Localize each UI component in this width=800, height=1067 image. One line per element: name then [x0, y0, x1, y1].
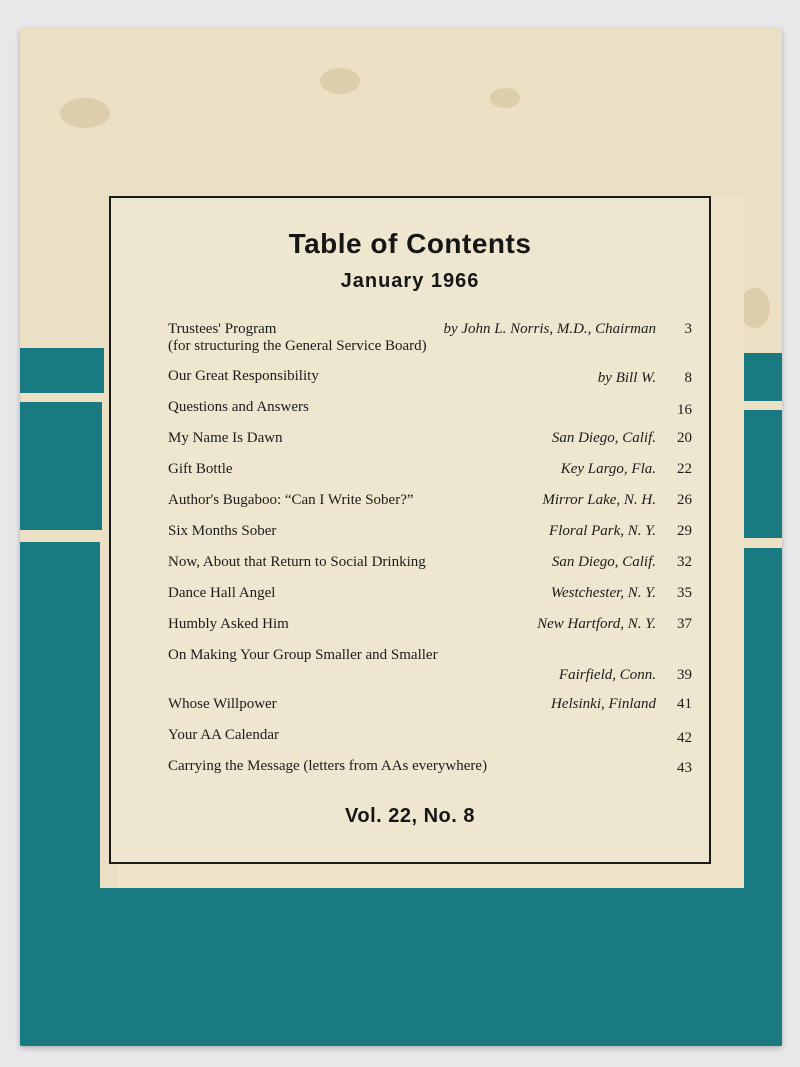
toc-entry [168, 584, 692, 602]
entry-author: Mirror Lake, N. H. [542, 492, 656, 508]
toc-entry [168, 460, 692, 478]
table-of-contents [109, 196, 711, 864]
toc-entry [168, 695, 692, 713]
toc-entry [168, 726, 692, 744]
toc-entry [168, 429, 692, 447]
toc-entry [168, 553, 692, 571]
toc-entry [168, 615, 692, 633]
volume-number: Vol. 22, No. 8 [345, 805, 475, 827]
entry-author: Westchester, N. Y. [550, 585, 656, 601]
entry-page: 42 [677, 730, 692, 746]
teal-band-left-mid [20, 402, 102, 530]
entry-page: 16 [677, 402, 692, 418]
toc-title: Table of Contents [288, 228, 532, 259]
entry-title: Carrying the Message (letters from AAs everywhere) [168, 758, 488, 774]
entry-page: 8 [684, 370, 692, 386]
toc-entry [168, 320, 692, 358]
entry-title: My Name Is Dawn [168, 430, 283, 446]
entry-author: Floral Park, N. Y. [549, 523, 656, 539]
entry-page: 39 [677, 667, 692, 683]
entry-author: by John L. Norris, M.D., Chairman [443, 321, 656, 337]
entry-page: 29 [677, 523, 692, 539]
entry-title: Author's Bugaboo: “Can I Write Sober?” [168, 492, 414, 508]
entry-title: Humbly Asked Him [168, 616, 289, 632]
toc-entry [168, 757, 692, 775]
entry-title: Dance Hall Angel [168, 585, 276, 601]
entry-author: Helsinki, Finland [551, 696, 656, 712]
entry-author: San Diego, Calif. [551, 554, 656, 570]
entry-page: 32 [677, 554, 692, 570]
entry-title: Our Great Responsibility [168, 368, 319, 384]
entry-page: 20 [677, 430, 692, 446]
toc-entry [168, 646, 692, 684]
teal-band-left-top [20, 348, 104, 393]
entry-title: Six Months Sober [168, 523, 277, 539]
teal-band-base [20, 888, 782, 1046]
entry-page: 3 [684, 321, 692, 337]
entry-page: 35 [677, 585, 692, 601]
entry-author: San Diego, Calif. [551, 430, 656, 446]
entry-page: 22 [677, 461, 692, 477]
entry-title: Questions and Answers [168, 399, 309, 415]
toc-entry [168, 398, 692, 416]
entry-author: by Bill W. [597, 370, 656, 386]
toc-entry [168, 522, 692, 540]
entry-title: Gift Bottle [168, 461, 233, 477]
entry-title: On Making Your Group Smaller and Smaller [168, 647, 438, 663]
entry-author: Fairfield, Conn. [558, 667, 656, 683]
toc-entry [168, 367, 692, 385]
entry-page: 37 [677, 616, 692, 632]
entry-page: 26 [677, 492, 692, 508]
entry-subtitle: (for structuring the General Service Board) [168, 338, 427, 354]
entry-title: Whose Willpower [168, 696, 277, 712]
toc-entry [168, 491, 692, 509]
entry-page: 41 [677, 696, 692, 712]
entry-title: Your AA Calendar [168, 727, 279, 743]
entry-page: 43 [677, 760, 692, 776]
magazine-back-cover [20, 28, 782, 1046]
entry-title: Trustees' Program [168, 321, 277, 337]
entry-author: Key Largo, Fla. [560, 461, 656, 477]
entry-title: Now, About that Return to Social Drinking [168, 554, 426, 570]
entry-author: New Hartford, N. Y. [537, 616, 656, 632]
issue-date: January 1966 [340, 270, 480, 292]
